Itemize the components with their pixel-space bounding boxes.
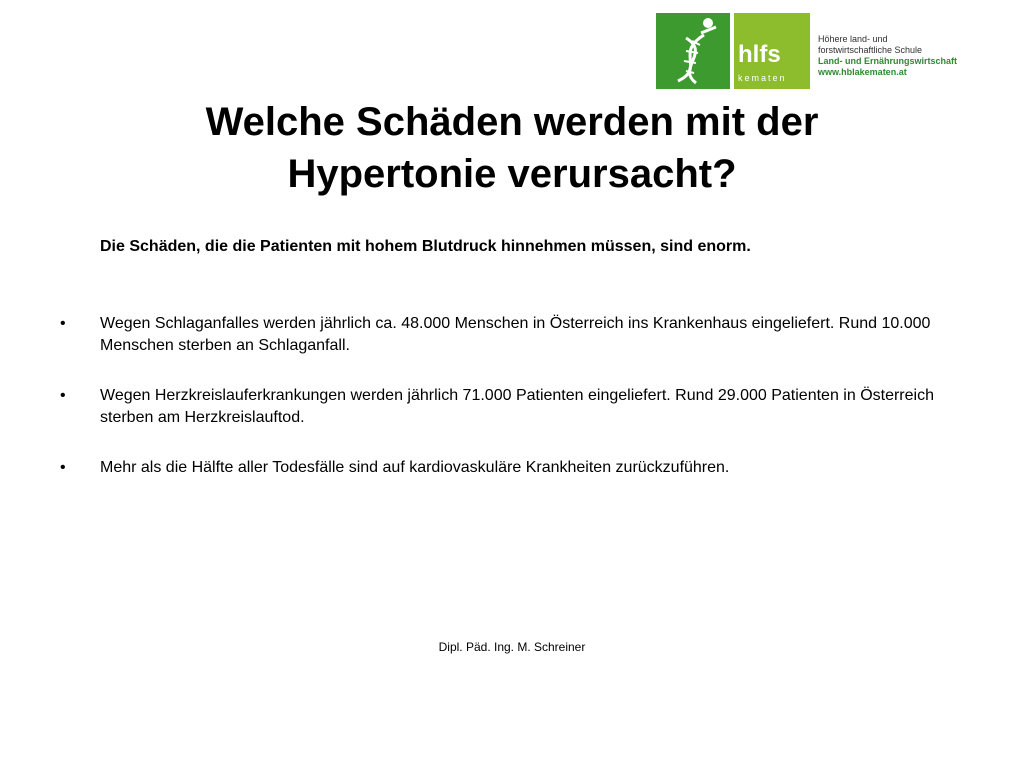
logo-school-name [818, 34, 957, 78]
bullet-icon: • [60, 315, 66, 332]
slide-title [100, 96, 924, 200]
logo-location: kematen [738, 73, 787, 83]
title-line-1: Welche Schäden werden mit der [205, 100, 819, 144]
logo-line-3: Land- und Ernährungswirtschaft [818, 56, 958, 66]
school-logo [656, 13, 1006, 89]
logo-line-2: forstwirtschaftliche Schule [818, 45, 923, 55]
bullet-icon: • [60, 387, 66, 404]
title-line-2: Hypertonie verursacht? [287, 152, 737, 196]
logo-website: www.hblakematen.at [818, 67, 907, 77]
bullet-icon: • [60, 459, 66, 476]
dna-figure-icon [656, 13, 730, 89]
slide-subtitle: Die Schäden, die die Patienten mit hohem Blutdruck hinnehmen müssen, sind enorm. [100, 238, 751, 255]
bullet-text: Mehr als die Hälfte aller Todesfälle sind auf kardiovaskuläre Krankheiten zurückzuführen. [100, 459, 730, 476]
logo-acronym: hlfs [738, 41, 781, 68]
bullet-item [60, 313, 940, 357]
bullet-text: Wegen Schlaganfalles werden jährlich ca. 48.000 Menschen in Österreich ins Krankenhaus eingeliefert. Rund 10.000 Menschen sterben an Schlaganfall. [100, 315, 931, 354]
footer-author: Dipl. Päd. Ing. M. Schreiner [438, 640, 586, 654]
logo-line-1: Höhere land- und [818, 34, 888, 44]
bullet-text: Wegen Herzkreislauferkrankungen werden jährlich 71.000 Patienten eingeliefert. Rund 29.000 Patienten in Österreich sterben am Herzkreislauftod. [100, 387, 934, 426]
logo-emblem [656, 13, 730, 89]
bullet-list [60, 313, 940, 507]
bullet-item [60, 385, 940, 429]
logo-wordmark-box [734, 13, 810, 89]
bullet-item [60, 457, 940, 479]
